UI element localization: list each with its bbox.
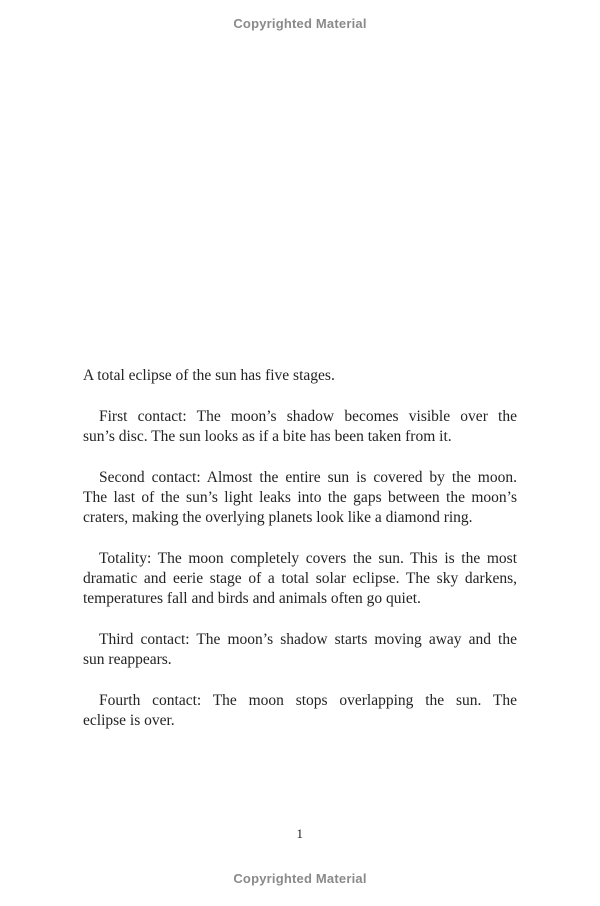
text-line: Second contact: Almost the entire sun is covered by the moon. [99,469,517,486]
copyrighted-material-top: Copyrighted Material [233,16,367,31]
text-line: Totality: The moon completely covers the sun. This is the most [99,550,517,567]
paragraph [83,366,517,386]
body-text [83,366,517,752]
text-line: temperatures fall and birds and animals often go quiet. [83,590,421,607]
paragraph [83,691,517,731]
text-line: dramatic and eerie stage of a total solar eclipse. The sky darkens, [83,570,517,587]
text-line: eclipse is over. [83,712,175,729]
text-line: sun reappears. [83,651,172,668]
text-line: Fourth contact: The moon stops overlapping the sun. The [99,692,517,709]
text-line: sun’s disc. The sun looks as if a bite has been taken from it. [83,428,452,445]
paragraph [83,549,517,609]
text-line: A total eclipse of the sun has five stages. [83,367,335,384]
paragraph [83,468,517,528]
paragraph [83,630,517,670]
text-line: Third contact: The moon’s shadow starts moving away and the [99,631,517,648]
text-line: First contact: The moon’s shadow becomes visible over the [99,408,517,425]
copyrighted-material-bottom: Copyrighted Material [233,871,367,886]
page-number: 1 [296,826,304,841]
text-line: craters, making the overlying planets look like a diamond ring. [83,509,473,526]
paragraph [83,407,517,447]
text-line: The last of the sun’s light leaks into the gaps between the moon’s [83,489,517,506]
